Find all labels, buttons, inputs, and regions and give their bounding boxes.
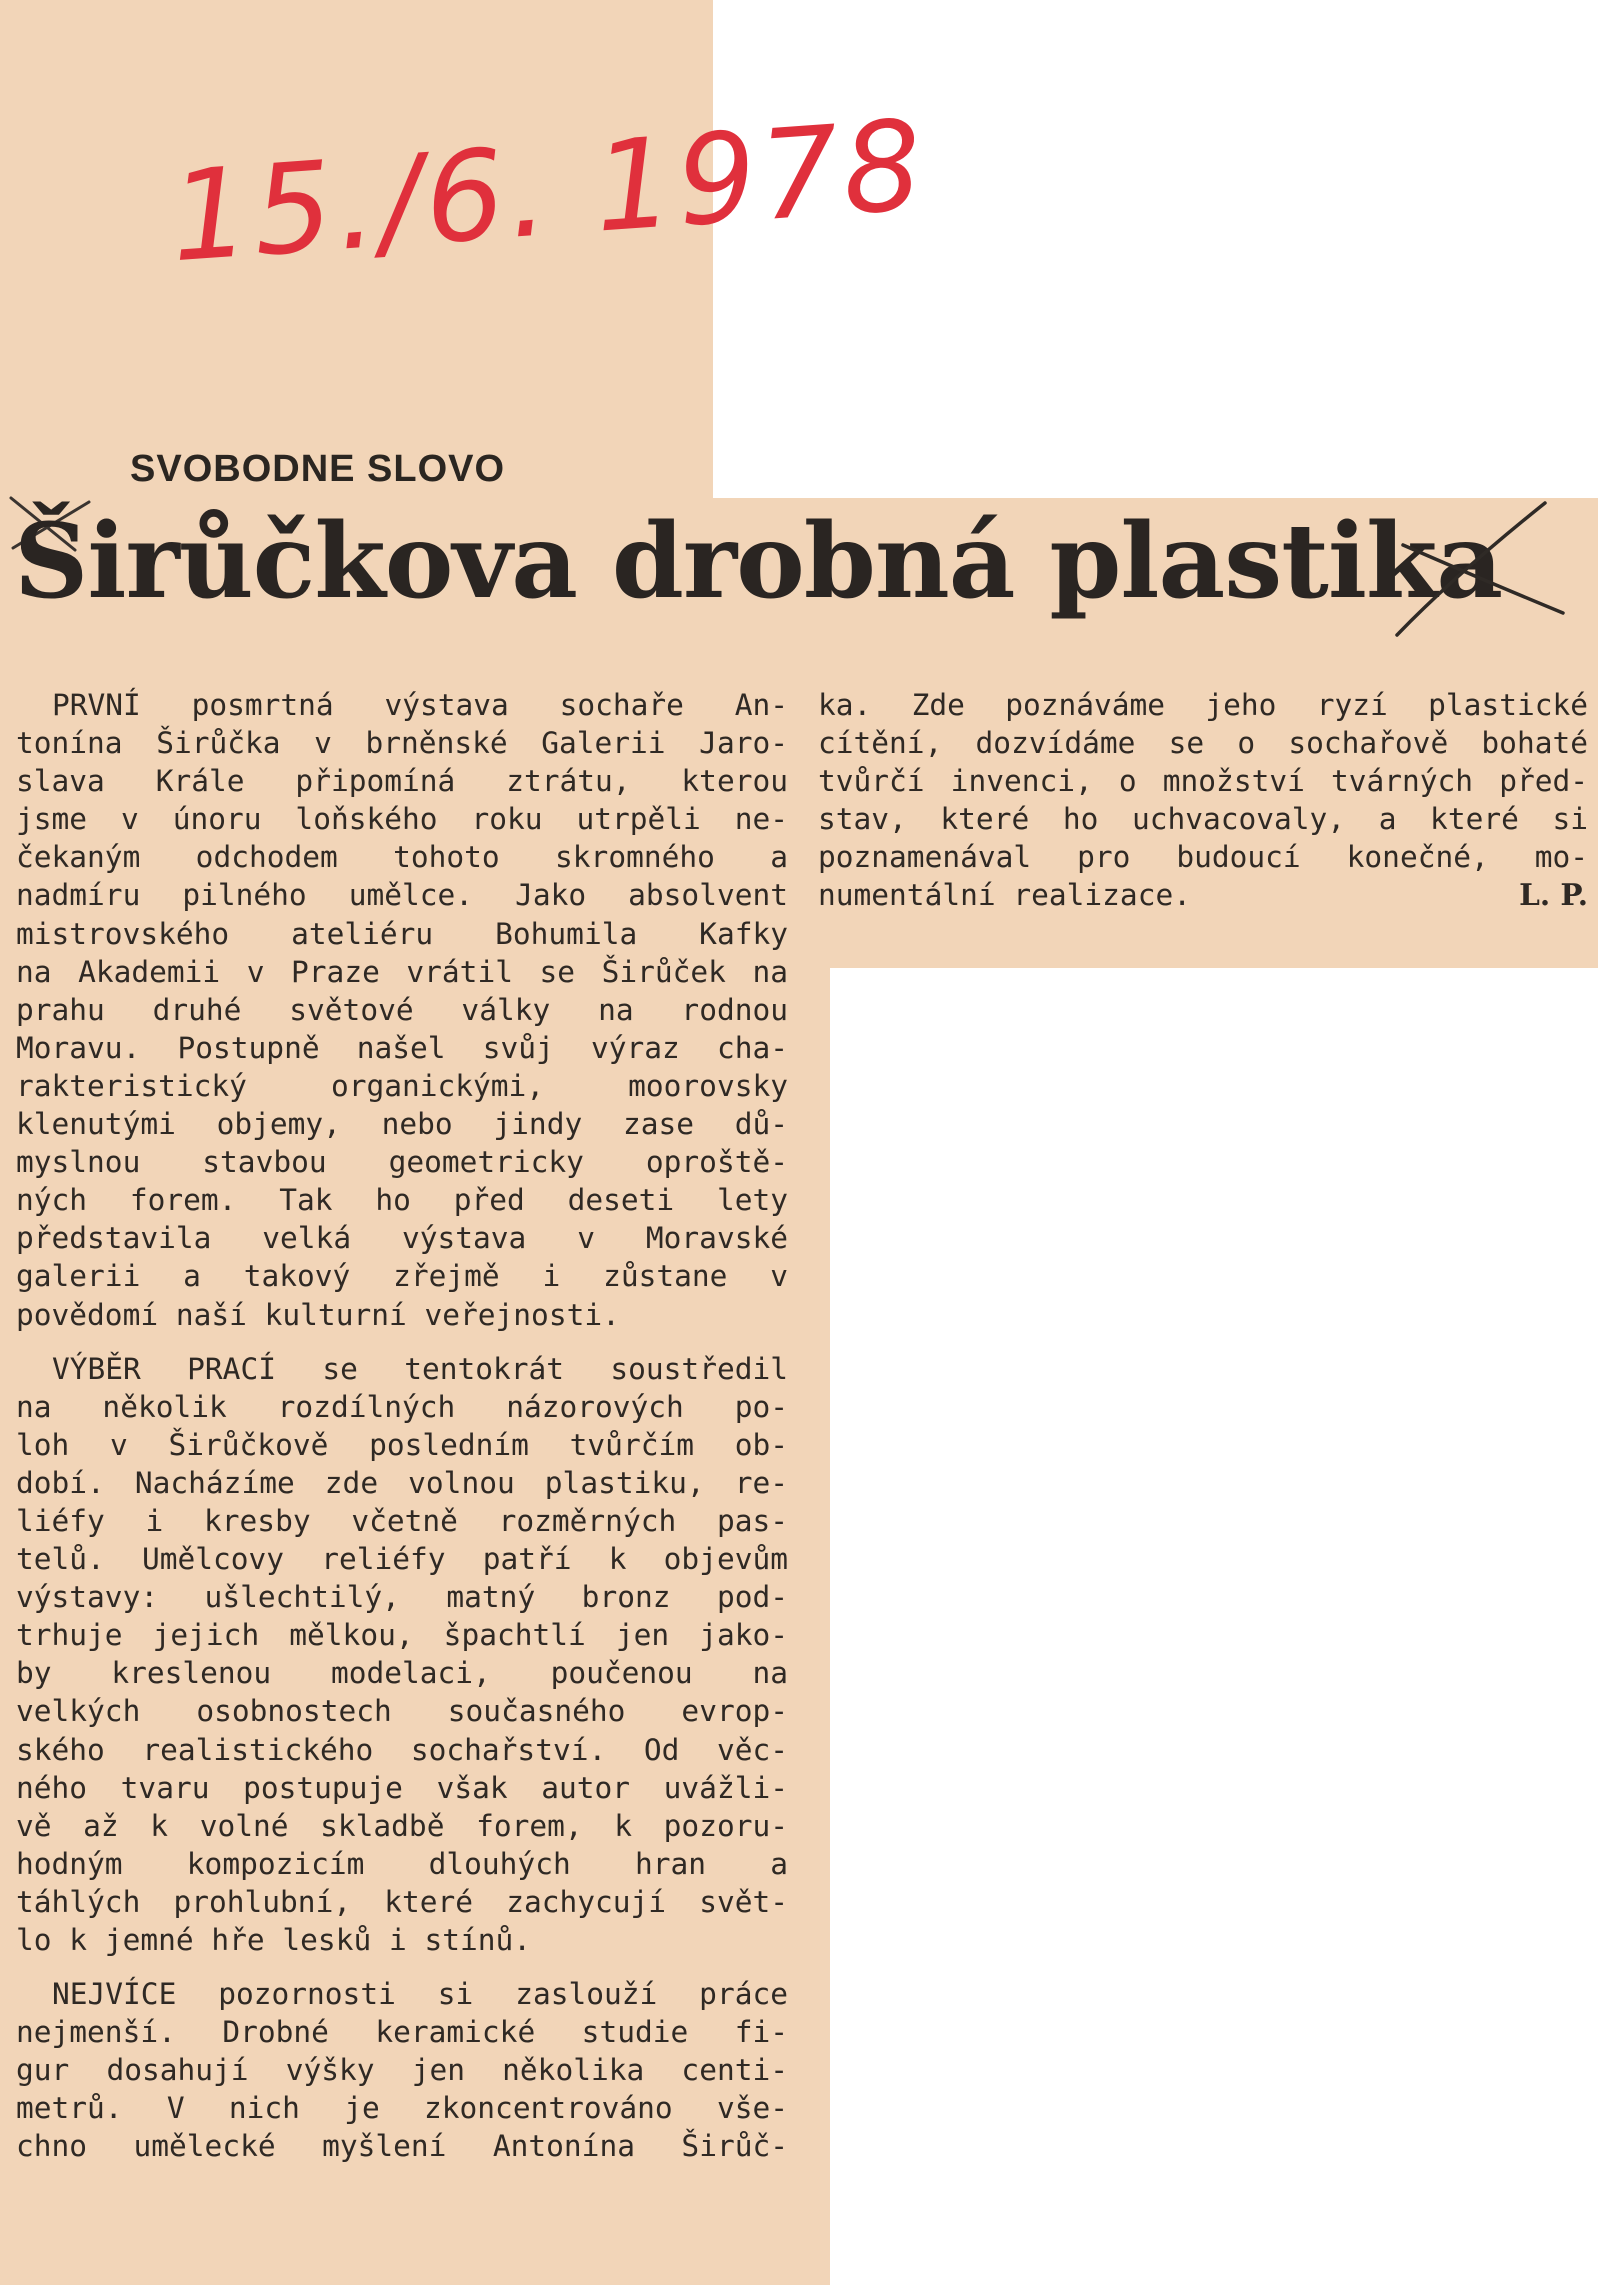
text-line: na několik rozdílných názorových po- [16, 1389, 788, 1424]
text-line: lo k jemné hře lesků i stínů. [16, 1923, 532, 1957]
text-line: NEJVÍCE pozornosti si zaslouží práce [52, 1977, 788, 2012]
text-line: dobí. Nacházíme zde volnou plastiku, re- [16, 1465, 788, 1500]
text-line: stav, které ho uchvacovaly, a které si [818, 802, 1588, 837]
text-line: představila velká výstava v Moravské [16, 1221, 788, 1256]
handwritten-date: 15./6. 1978 [165, 93, 931, 291]
text-line: tonína Širůčka v brněnské Galerii Jaro- [16, 726, 788, 761]
text-line: metrů. V nich je zkoncentrováno vše- [16, 2091, 788, 2126]
text-line: ka. Zde poznáváme jeho ryzí plastické [818, 688, 1588, 722]
text-line: čekaným odchodem tohoto skromného a [16, 840, 788, 875]
text-line: ných forem. Tak ho před deseti lety [16, 1183, 788, 1218]
text-line: nejmenší. Drobné keramické studie fi- [16, 2015, 788, 2050]
text-line: klenutými objemy, nebo jindy zase dů- [16, 1107, 788, 1142]
text-line: prahu druhé světové války na rodnou [16, 992, 788, 1027]
text-line: myslnou stavbou geometricky oproště- [16, 1145, 788, 1180]
left-column [16, 686, 788, 2166]
text-line: Moravu. Postupně našel svůj výraz cha- [16, 1030, 788, 1065]
text-line: povědomí naší kulturní veřejnosti. [16, 1297, 620, 1332]
text-line: telů. Umělcovy reliéfy patří k objevům [16, 1542, 788, 1577]
text-line: velkých osobnostech současného evrop- [16, 1694, 788, 1729]
text-line: slava Krále připomíná ztrátu, kterou [16, 764, 788, 799]
text-line: by kreslenou modelaci, poučenou na [16, 1656, 788, 1691]
article-headline: Širůčkova drobná plastika [14, 501, 1503, 622]
author-signature: L. P. [1519, 877, 1588, 913]
text-line: tvůrčí invenci, o množství tvárných před- [818, 764, 1588, 799]
text-line: nadmíru pilného umělce. Jako absolvent [16, 878, 788, 913]
text-line: ského realistického sochařství. Od věc- [16, 1732, 788, 1767]
cross-mark-right [1385, 495, 1585, 645]
text-line: numentální realizace. [818, 878, 1191, 913]
text-line-with-signature [818, 876, 1588, 914]
text-line: gur dosahují výšky jen několika centi- [16, 2053, 788, 2088]
text-line: mistrovského ateliéru Bohumila Kafky [16, 916, 788, 951]
text-line: cítění, dozvídáme se o sochařově bohaté [818, 726, 1588, 761]
text-line: táhlých prohlubní, které zachycují svět- [16, 1884, 788, 1919]
text-line: jsme v únoru loňského roku utrpěli ne- [16, 802, 788, 837]
text-line: výstavy: ušlechtilý, matný bronz pod- [16, 1580, 788, 1615]
text-line: liéfy i kresby včetně rozměrných pas- [16, 1503, 788, 1538]
right-column [818, 686, 1588, 915]
newspaper-name: SVOBODNE SLOVO [130, 448, 506, 490]
text-line: loh v Širůčkově posledním tvůrčím ob- [16, 1427, 788, 1462]
text-line: chno umělecké myšlení Antonína Širůč- [16, 2129, 788, 2164]
text-line: vě až k volné skladbě forem, k pozoru- [16, 1808, 788, 1843]
text-line: galerii a takový zřejmě i zůstane v [16, 1259, 788, 1294]
text-line: na Akademii v Praze vrátil se Širůček na [16, 954, 788, 989]
text-line: ného tvaru postupuje však autor uvážli- [16, 1770, 788, 1805]
text-line: poznamenával pro budoucí konečné, mo- [818, 840, 1588, 875]
text-line: VÝBĚR PRACÍ se tentokrát soustředil [52, 1351, 788, 1386]
text-line: hodným kompozicím dlouhých hran a [16, 1846, 788, 1881]
text-line: trhuje jejich mělkou, špachtlí jen jako- [16, 1618, 788, 1653]
text-line: rakteristický organickými, moorovsky [16, 1068, 788, 1103]
text-line: PRVNÍ posmrtná výstava sochaře An- [52, 688, 788, 722]
